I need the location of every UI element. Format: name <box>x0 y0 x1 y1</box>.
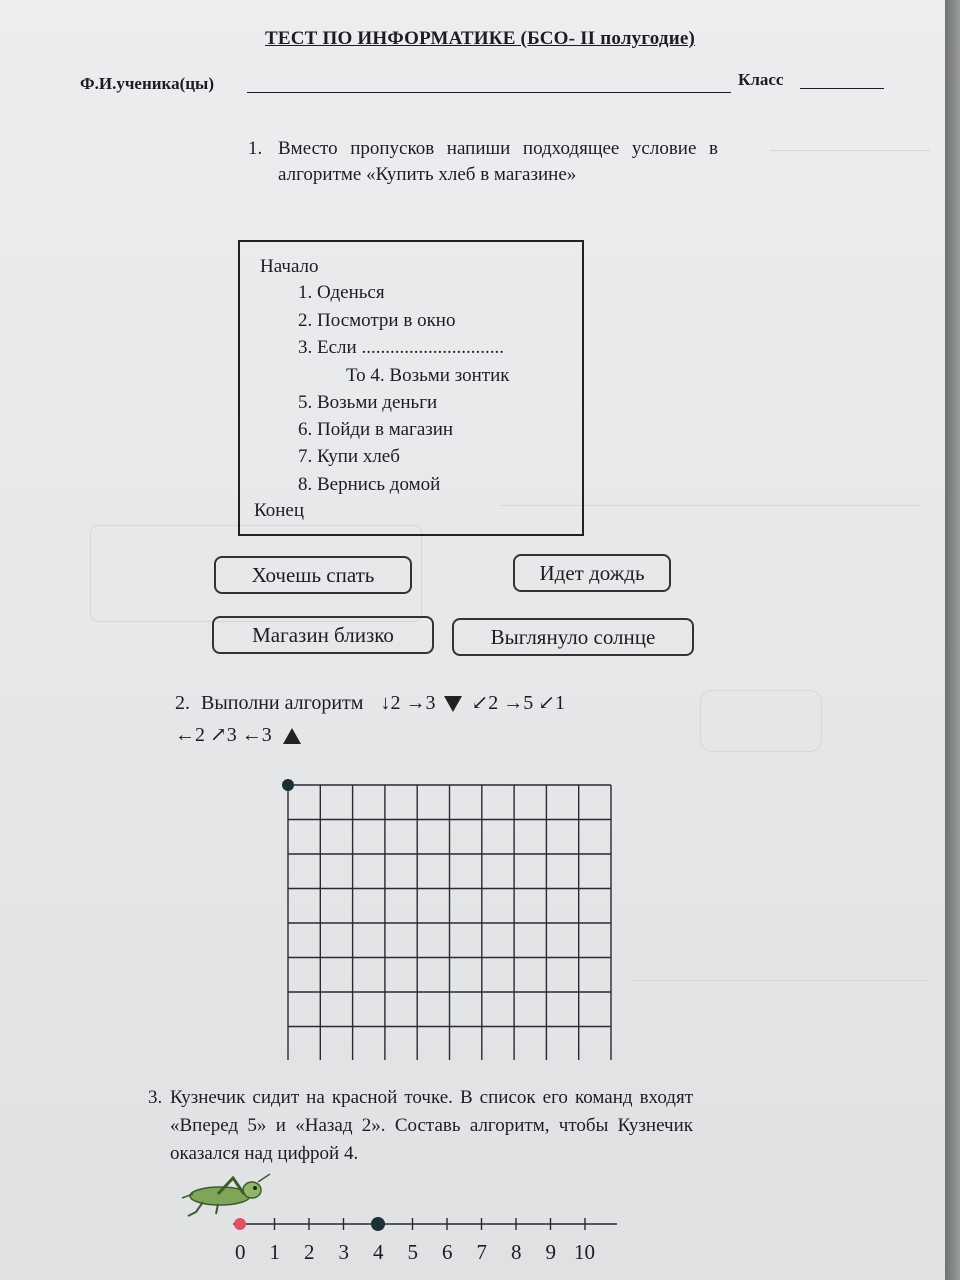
question-2-continued <box>175 722 307 747</box>
number-line-label: 1 <box>269 1240 280 1264</box>
command-sequence: ←2 ↗3 ←3 <box>175 724 272 746</box>
bleed-through-decor <box>700 690 822 752</box>
algorithm-step: 3. Если .............................. <box>298 337 504 358</box>
background-edge <box>945 0 960 1280</box>
algorithm-step: 8. Вернись домой <box>298 474 441 495</box>
start-point <box>282 779 294 791</box>
target-dot <box>371 1217 385 1231</box>
number-line-label: 6 <box>442 1240 453 1264</box>
option-card[interactable]: Выглянуло солнце <box>452 618 694 656</box>
question-text: Вместо пропусков напиши подходящее условие в алгоритме «Купить хлеб в магазине» <box>278 138 718 185</box>
question-number: 2. <box>175 692 190 714</box>
pen-up-icon <box>283 728 301 744</box>
command-sequence: ↙2 →5 ↙1 <box>471 692 565 714</box>
algorithm-step: 7. Купи хлеб <box>298 446 400 467</box>
number-line-label: 4 <box>373 1240 384 1264</box>
question-2 <box>175 690 565 715</box>
number-line <box>225 1212 625 1242</box>
question-text: Кузнечик сидит на красной точке. В список его команд входят «Вперед 5» и «Назад 2». Составь алгоритм, чтобы Кузнечик оказался над цифрой 4. <box>170 1087 693 1164</box>
algorithm-step: 5. Возьми деньги <box>298 392 438 413</box>
option-card[interactable]: Идет дождь <box>513 554 671 592</box>
pen-down-icon <box>444 696 462 712</box>
algorithm-step: То 4. Возьми зонтик <box>346 365 510 386</box>
student-name-field[interactable] <box>247 92 731 93</box>
question-number: 3. <box>148 1087 163 1108</box>
number-line-label: 0 <box>235 1240 246 1264</box>
class-field[interactable] <box>800 88 884 89</box>
number-line-label: 8 <box>511 1240 522 1264</box>
class-label: Класс <box>738 70 784 89</box>
algorithm-start: Начало <box>260 256 319 277</box>
number-line-label: 5 <box>407 1240 418 1264</box>
algorithm-step: 2. Посмотри в окно <box>298 310 456 331</box>
question-1 <box>248 136 718 188</box>
question-text: Выполни алгоритм <box>201 692 364 714</box>
option-card[interactable]: Хочешь спать <box>214 556 412 594</box>
option-card[interactable]: Магазин близко <box>212 616 434 654</box>
algorithm-box <box>238 240 584 536</box>
drawing-grid[interactable] <box>280 775 620 1060</box>
number-line-label: 10 <box>574 1240 595 1264</box>
student-name-label: Ф.И.ученика(цы) <box>80 74 214 93</box>
number-line-label: 3 <box>338 1240 349 1264</box>
number-line-label: 9 <box>545 1240 556 1264</box>
algorithm-step: 6. Пойди в магазин <box>298 419 454 440</box>
page-title: ТЕСТ ПО ИНФОРМАТИКЕ (БСО- II полугодие) <box>264 28 696 49</box>
question-number: 1. <box>248 138 263 159</box>
red-start-dot <box>234 1218 246 1230</box>
number-line-label: 7 <box>476 1240 487 1264</box>
algorithm-step: 1. Оденься <box>298 282 385 303</box>
question-3 <box>148 1084 693 1168</box>
algorithm-end: Конец <box>254 500 304 521</box>
number-line-label: 2 <box>304 1240 315 1264</box>
command-sequence: ↓2 →3 <box>380 692 436 714</box>
